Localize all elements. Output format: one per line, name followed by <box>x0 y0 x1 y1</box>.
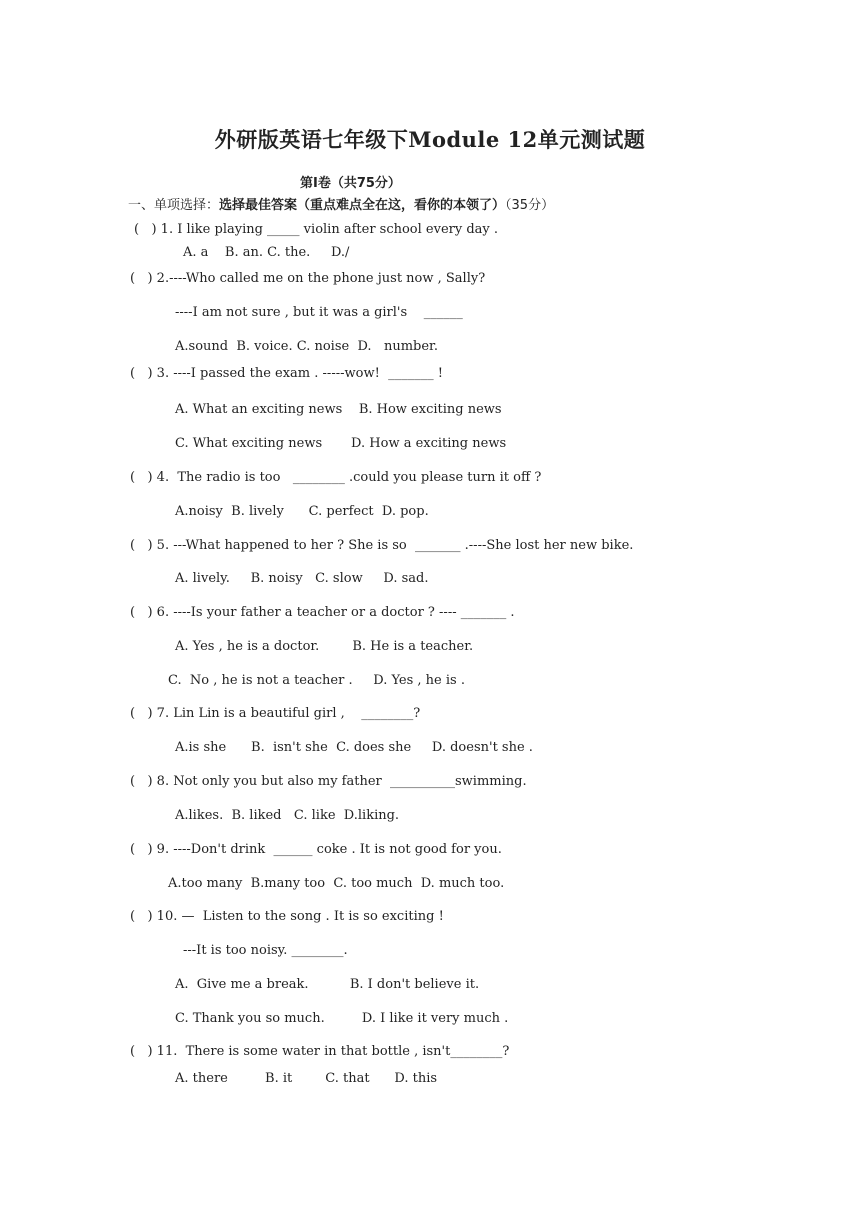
question-6-options-1: A. Yes , he is a doctor. B. He is a teacher. <box>175 639 474 654</box>
section-score: （35分） <box>505 198 555 213</box>
question-2-options: A.sound B. voice. C. noise D. number. <box>175 339 438 354</box>
question-6-options-2: C. No , he is not a teacher . D. Yes , he is . <box>168 673 465 688</box>
question-3-options-2: C. What exciting news D. How a exciting news <box>175 436 507 451</box>
question-10-line: ---It is too noisy. ________. <box>183 943 348 958</box>
section-heading <box>128 198 554 214</box>
question-11-stem: ( ) 11. There is some water in that bottle , isn't________? <box>130 1044 510 1059</box>
question-1-options: A. a B. an. C. the. D./ <box>183 245 350 260</box>
section-label: 一、单项选择： <box>128 198 220 213</box>
question-3-options-1: A. What an exciting news B. How exciting news <box>175 402 502 417</box>
question-2-stem: ( ) 2.----Who called me on the phone just now , Sally? <box>130 271 486 286</box>
question-10-stem: ( ) 10. — Listen to the song . It is so exciting ! <box>130 909 444 924</box>
question-5-stem: ( ) 5. ---What happened to her ? She is so _______ .----She lost her new bike. <box>130 538 634 553</box>
question-9-options: A.too many B.many too C. too much D. much too. <box>168 876 505 891</box>
question-1-stem: ( ) 1. I like playing _____ violin after school every day . <box>134 222 499 237</box>
question-5-options: A. lively. B. noisy C. slow D. sad. <box>175 571 429 586</box>
question-8-options: A.likes. B. liked C. like D.liking. <box>175 808 400 823</box>
part-heading: 第Ⅰ卷（共75分） <box>300 176 401 191</box>
question-11-options: A. there B. it C. that D. this <box>175 1071 438 1086</box>
question-3-stem: ( ) 3. ----I passed the exam . -----wow! _______ ! <box>130 366 443 381</box>
question-2-line: ----I am not sure , but it was a girl's ______ <box>175 305 463 320</box>
question-4-options: A.noisy B. lively C. perfect D. pop. <box>175 504 429 519</box>
section-instruction: 选择最佳答案（重点难点全在这，看你的本领了） <box>219 198 506 213</box>
question-8-stem: ( ) 8. Not only you but also my father __________swimming. <box>130 774 527 789</box>
question-6-stem: ( ) 6. ----Is your father a teacher or a doctor ? ---- _______ . <box>130 605 515 620</box>
question-7-options: A.is she B. isn't she C. does she D. doesn't she . <box>175 740 533 755</box>
question-4-stem: ( ) 4. The radio is too ________ .could you please turn it off ? <box>130 470 542 485</box>
question-10-options-2: C. Thank you so much. D. I like it very much . <box>175 1011 509 1026</box>
question-10-options-1: A. Give me a break. B. I don't believe it. <box>175 977 480 992</box>
question-7-stem: ( ) 7. Lin Lin is a beautiful girl , ________? <box>130 706 421 721</box>
document-title: 外研版英语七年级下Module 12单元测试题 <box>214 127 646 152</box>
question-9-stem: ( ) 9. ----Don't drink ______ coke . It is not good for you. <box>130 842 502 857</box>
